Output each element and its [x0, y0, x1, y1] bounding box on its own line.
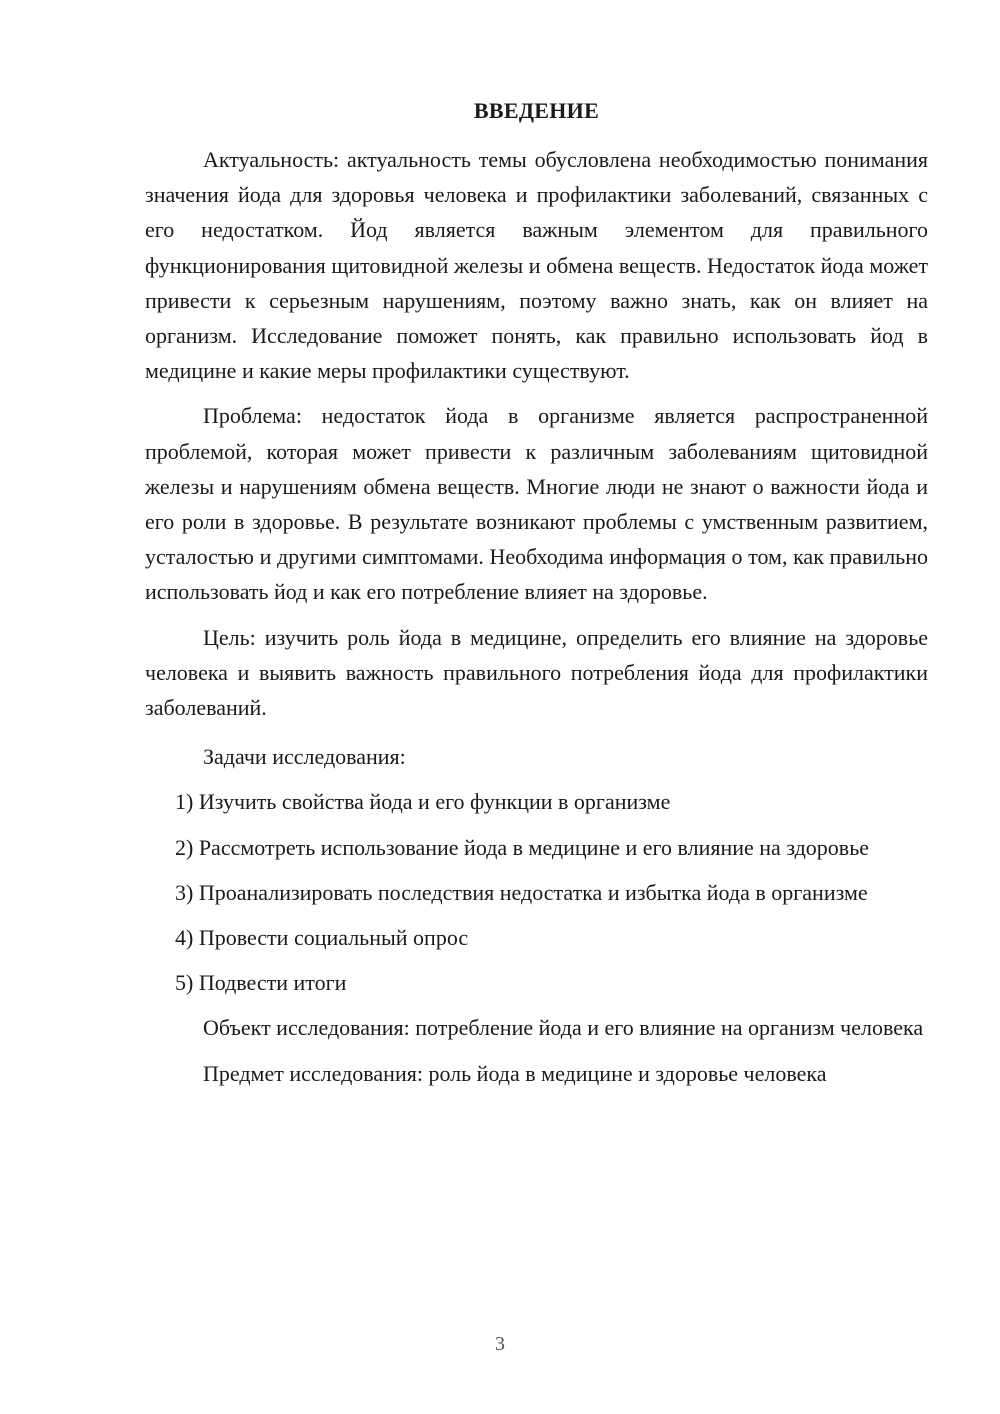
goal-paragraph: Цель: изучить роль йода в медицине, определить его влияние на здоровье человека и выявить важность правильного потребления йода для профилактики заболеваний.	[145, 624, 928, 721]
task-item-5: 5) Подвести итоги	[175, 970, 347, 996]
task-item-3: 3) Проанализировать последствия недостатка и избытка йода в организме	[175, 879, 868, 905]
page-content	[145, 96, 928, 1091]
problem-paragraph: Проблема: недостаток йода в организме является распространенной проблемой, которая может привести к различным заболеваниям щитовидной железы и нарушениям обмена веществ. Многие люди не знают о важности йода и его роли в здоровье. В результате возникают проблемы с умственным развитием, усталостью и другими симптомами. Необходима информация о том, как правильно использовать йод и как его потребление влияет на здоровье.	[145, 403, 928, 605]
subject-paragraph: Предмет исследования: роль йода в медицине и здоровье человека	[203, 1060, 827, 1086]
task-item-2: 2) Рассмотреть использование йода в медицине и его влияние на здоровье	[175, 834, 869, 860]
task-item-1: 1) Изучить свойства йода и его функции в организме	[175, 789, 671, 815]
relevance-paragraph: Актуальность: актуальность темы обусловлена необходимостью понимания значения йода для здоровья человека и профилактики заболеваний, связанных с его недостатком. Йод является важным элементом для правильного функционирования щитовидной железы и обмена веществ. Недостаток йода может привести к серьезным нарушениям, поэтому важно знать, как он влияет на организм. Исследование поможет понять, как правильно использовать йод в медицине и какие меры профилактики существуют.	[145, 147, 928, 384]
task-item-4: 4) Провести социальный опрос	[175, 925, 469, 951]
section-heading: ВВЕДЕНИЕ	[473, 98, 600, 123]
tasks-title: Задачи исследования:	[203, 744, 406, 770]
page-number: 3	[495, 1333, 505, 1355]
object-paragraph: Объект исследования: потребление йода и его влияние на организм человека	[203, 1015, 924, 1041]
